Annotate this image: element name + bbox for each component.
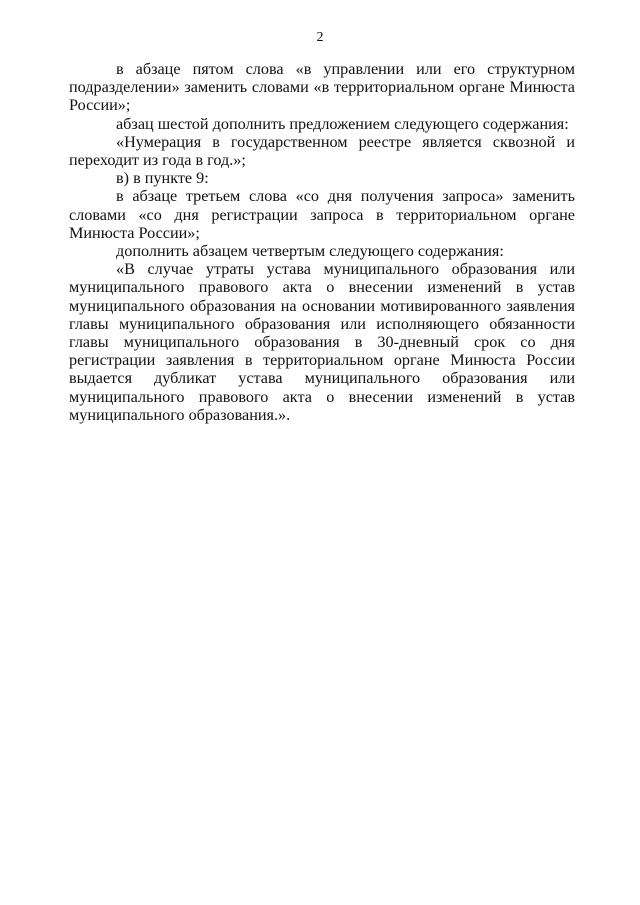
document-body	[69, 60, 575, 424]
paragraph-7: «В случае утраты устава муниципального образования или муниципального правового акта о внесении изменений в устав муниципального образования на основании мотивированного заявления главы муниципального образования или исполняющего обязанности главы муниципального образования в 30-дневный срок со дня регистрации заявления в территориальном органе Минюста России выдается дубликат устава муниципального образования или муниципального правового акта о внесении изменений в устав муниципального образования.».	[69, 260, 575, 424]
paragraph-6: дополнить абзацем четвертым следующего содержания:	[116, 242, 504, 261]
paragraph-2: абзац шестой дополнить предложением следующего содержания:	[116, 114, 569, 133]
paragraph-4: в) в пункте 9:	[116, 169, 209, 188]
paragraph-3: «Нумерация в государственном реестре является сквозной и переходит из года в год.»;	[69, 132, 575, 170]
page-number: 2	[316, 30, 324, 45]
paragraph-5: в абзаце третьем слова «со дня получения запроса» заменить словами «со дня регистрации запроса в территориальном органе Минюста России»;	[69, 187, 575, 242]
paragraph-1: в абзаце пятом слова «в управлении или его структурном подразделении» заменить словами «в территориальном органе Минюста России»;	[69, 60, 575, 115]
